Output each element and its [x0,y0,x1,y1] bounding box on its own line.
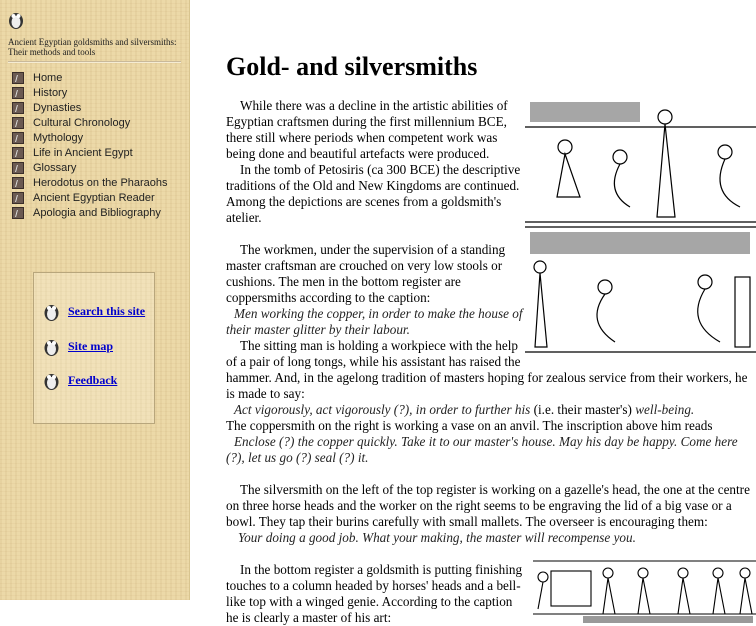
feedback-link[interactable] [43,369,117,391]
nav-label[interactable]: Herodotus on the Pharaohs [33,176,168,189]
nav-label[interactable]: Cultural Chronology [33,116,131,129]
nav-item-life[interactable] [12,145,168,160]
nav-label[interactable]: Glossary [33,161,77,174]
owl-icon [43,300,60,322]
paragraph-petosiris: In the tomb of Petosiris (ca 300 BCE) the descriptive traditions of the Old and New Kingdoms are continued. Among the depictions are scenes from a goldsmith's atelier. [226,162,521,225]
nav-item-herodotus[interactable] [12,175,168,190]
paragraph-sitting-man: The sitting man is holding a workpiece with the help of a pair of long tongs, while his assistant has raised the hammer. And, in the agelong tradition of masters hoping for zealous service from their workers, he is made to say: [226,338,748,401]
quote-note: (i.e. their master's) [533,402,632,417]
utility-links-box [33,272,155,424]
hieroglyph-icon [12,207,24,219]
site-title: Ancient Egyptian goldsmiths and silversmiths: Their methods and tools [8,37,177,57]
nav-item-reader[interactable] [12,190,168,205]
quote-text: well-being. [635,402,695,417]
hieroglyph-icon [12,147,24,159]
nav-label[interactable]: Apologia and Bibliography [33,206,161,219]
hieroglyph-icon [12,72,24,84]
nav-label[interactable]: Mythology [33,131,84,144]
nav-item-cultural-chronology[interactable] [12,115,168,130]
owl-icon [43,369,60,391]
nav-label[interactable]: Ancient Egyptian Reader [33,191,155,204]
hieroglyph-icon [12,102,24,114]
nav-item-mythology[interactable] [12,130,168,145]
search-this-site-link[interactable]: Search this site [68,303,146,318]
site-map-link[interactable] [43,335,113,357]
owl-logo-icon [8,8,24,30]
divider [8,61,181,63]
nav-label[interactable]: Life in Ancient Egypt [33,146,133,159]
nav-label[interactable]: Home [33,71,63,84]
nav-item-apologia[interactable] [12,205,168,220]
nav-item-history[interactable] [12,85,168,100]
quote-vigorously [226,402,756,418]
nav-menu [12,70,168,220]
owl-icon [43,335,60,357]
nav-item-dynasties[interactable] [12,100,168,115]
quote-copper: Men working the copper, in order to make the house of their master glitter by their labour. [226,306,523,337]
quote-enclose: Enclose (?) the copper quickly. Take it to our master's house. May his day be happy. Come here (?), let us go (?) seal (?) it. [226,434,738,465]
page-title: Gold- and silversmiths [226,52,478,81]
feedback-link-text[interactable]: Feedback [68,372,118,387]
paragraph-workmen: The workmen, under the supervision of a standing master craftsman are crouched on very low stools or cushions. The men in the bottom register are coppersmiths according to the caption: [226,242,506,305]
article-body [226,98,756,626]
hieroglyph-icon [12,117,24,129]
hieroglyph-icon [12,162,24,174]
paragraph-goldsmith: In the bottom register a goldsmith is putting finishing touches to a column headed by horses' heads and a bell-like top with a winged genie. According to the caption he is clearly a master of his art: [226,562,523,625]
hieroglyph-icon [12,177,24,189]
goldsmith-section [226,562,756,626]
hieroglyph-icon [12,192,24,204]
paragraph-coppersmith: The coppersmith on the right is working a vase on an anvil. The inscription above him reads [226,418,713,433]
search-link[interactable] [43,300,145,322]
quote-good-job: Your doing a good job. What your making, the master will recompense you. [238,530,636,545]
quote-text: Act vigorously, act vigorously (?), in order to further his [234,402,531,417]
nav-label[interactable]: History [33,86,68,99]
hieroglyph-icon [12,87,24,99]
nav-item-glossary[interactable] [12,160,168,175]
sidebar [0,0,190,600]
tomb-relief-image [525,97,756,355]
paragraph-silversmith: The silversmith on the left of the top register is working on a gazelle's head, the one at the centre on three horse heads and the worker on the right seems to be engraving the lid of a big vase or a bowl. They tap their burins carefully with small mallets. The overseer is encouraging them: [226,482,750,529]
site-map-link-text[interactable]: Site map [68,338,113,353]
paragraph-intro: While there was a decline in the artistic abilities of Egyptian craftsmen during the first millennium BCE, there still where periods when competent work was being done and beautiful artefacts were produced. [226,98,508,161]
nav-label[interactable]: Dynasties [33,101,82,114]
goldsmith-relief-image [533,559,756,624]
hieroglyph-icon [12,132,24,144]
nav-item-home[interactable] [12,70,168,85]
